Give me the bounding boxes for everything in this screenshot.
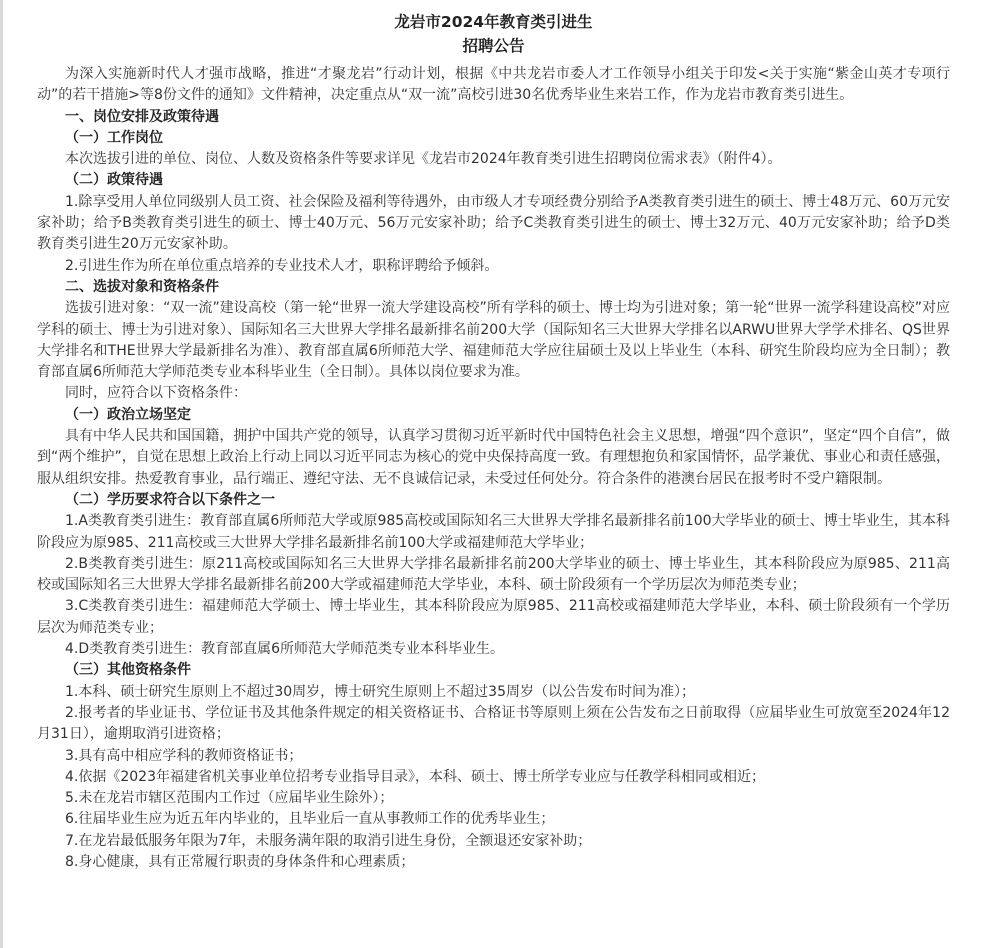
other-condition-item-4: 4.依据《2023年福建省机关事业单位招考专业指导目录》，本科、硕士、博士所学专业应与任教学科相同或相近； — [65, 768, 765, 785]
section-1-sub-2-heading: （二）政策待遇 — [65, 172, 163, 189]
policy-item-2: 2.引进生作为所在单位重点培养的专业技术人才，职称评聘给予倾斜。 — [65, 257, 499, 274]
policy-item-1: 1.除享受用人单位同级别人员工资、社会保险及福利等待遇外，由市级人才专项经费分别给予A类教育类引进生的硕士、博士48万元、60万元安家补助；给予B类教育类引进生的硕士、博士40万元、56万元安家补助；给予C类教育类引进生的硕士、博士32万元、40万元安家补助；给予D类教育类引进生20万元安家补助。 — [37, 193, 950, 253]
other-condition-item-3: 3.具有高中相应学科的教师资格证书； — [65, 747, 303, 764]
other-condition-item-8: 8.身心健康，具有正常履行职责的身体条件和心理素质； — [65, 853, 415, 870]
education-item-1: 1.A类教育类引进生：教育部直属6所师范大学或原985高校或国际知名三大世界大学排名最新排名前100大学毕业的硕士、博士毕业生，其本科阶段应为原985、211高校或三大世界大学排名最新排名前100大学或福建师范大学毕业； — [37, 513, 950, 551]
other-condition-item-2: 2.报考者的毕业证书、学位证书及其他条件规定的相关资格证书、合格证书等原则上须在公告发布之日前取得（应届毕业生可放宽至2024年12月31日），逾期取消引进资格； — [37, 704, 950, 743]
education-item-2: 2.B类教育类引进生：原211高校或国际知名三大世界大学排名最新排名前200大学毕业的硕士、博士毕业生，其本科阶段应为原985、211高校或国际知名三大世界大学排名最新排名前200大学或福建师范大学毕业，本科、硕士阶段须有一个学历层次为师范类专业； — [37, 555, 950, 594]
document-subtitle: 招聘公告 — [462, 37, 525, 55]
education-item-3: 3.C类教育类引进生：福建师范大学硕士、博士毕业生，其本科阶段应为原985、211高校或福建师范大学毕业，本科、硕士阶段须有一个学历层次为师范类专业； — [37, 598, 950, 636]
window-left-edge — [0, 0, 3, 948]
section-2-heading: 二、选拔对象和资格条件 — [65, 278, 219, 295]
job-positions-text: 本次选拔引进的单位、岗位、人数及资格条件等要求详见《龙岩市2024年教育类引进生招聘岗位需求表》（附件4）。 — [65, 151, 782, 168]
political-stance-paragraph: 具有中华人民共和国国籍，拥护中国共产党的领导，认真学习贯彻习近平新时代中国特色社会主义思想，增强“四个意识”，坚定“四个自信”，做到“两个维护”，自觉在思想上政治上行动上同以习近平同志为核心的党中央保持高度一致。有理想抱负和家国情怀，品学兼优、事业心和责任感强，服从组织安排。热爱教育事业，品行端正、遵纪守法、无不良诚信记录，未受过任何处分。符合条件的港澳台居民在报考时不受户籍限制。 — [37, 428, 950, 487]
section-2-sub-3-heading: （三）其他资格条件 — [65, 662, 191, 679]
document-title: 龙岩市2024年教育类引进生 — [394, 13, 593, 31]
other-condition-item-7: 7.在龙岩最低服务年限为7年，未服务满年限的取消引进生身份，全额退还安家补助； — [65, 832, 592, 849]
selection-target-paragraph: 选拔引进对象：“双一流”建设高校（第一轮“世界一流大学建设高校”所有学科的硕士、博士均为引进对象；第一轮“世界一流学科建设高校”对应学科的硕士、博士为引进对象）、国际知名三大世界大学排名最新排名前200大学（国际知名三大世界大学排名以ARWU世界大学学术排名、QS世界大学排名和THE世界大学最新排名为准）、教育部直属6所师范大学、福建师范大学应往届硕士及以上毕业生（本科、研究生阶段均应为全日制）；教育部直属6所师范大学师范类专业本科毕业生（全日制）。具体以岗位要求为准。 — [37, 300, 950, 381]
section-2-sub-1-heading: （一）政治立场坚定 — [65, 406, 191, 423]
section-1-sub-1-heading: （一）工作岗位 — [65, 129, 163, 146]
intro-paragraph: 为深入实施新时代人才强市战略，推进“才聚龙岩”行动计划，根据《中共龙岩市委人才工作领导小组关于印发<关于实施“紫金山英才专项行动”的若干措施>等8份文件的通知》文件精神，决定重点从“双一流”高校引进30名优秀毕业生来岩工作，作为龙岩市教育类引进生。 — [37, 66, 950, 104]
section-1-heading: 一、岗位安排及政策待遇 — [65, 108, 219, 125]
section-2-sub-2-heading: （二）学历要求符合以下条件之一 — [65, 491, 275, 508]
other-condition-item-5: 5.未在龙岩市辖区范围内工作过（应届毕业生除外）； — [65, 790, 394, 807]
announcement-document — [37, 8, 950, 873]
also-conditions-line: 同时，应符合以下资格条件： — [65, 385, 247, 402]
education-item-4: 4.D类教育类引进生：教育部直属6所师范大学师范类专业本科毕业生。 — [65, 641, 505, 658]
other-condition-item-6: 6.往届毕业生应为近五年内毕业的，且毕业后一直从事教师工作的优秀毕业生； — [65, 811, 555, 828]
other-condition-item-1: 1.本科、硕士研究生原则上不超过30周岁，博士研究生原则上不超过35周岁（以公告发布时间为准）； — [65, 683, 695, 700]
